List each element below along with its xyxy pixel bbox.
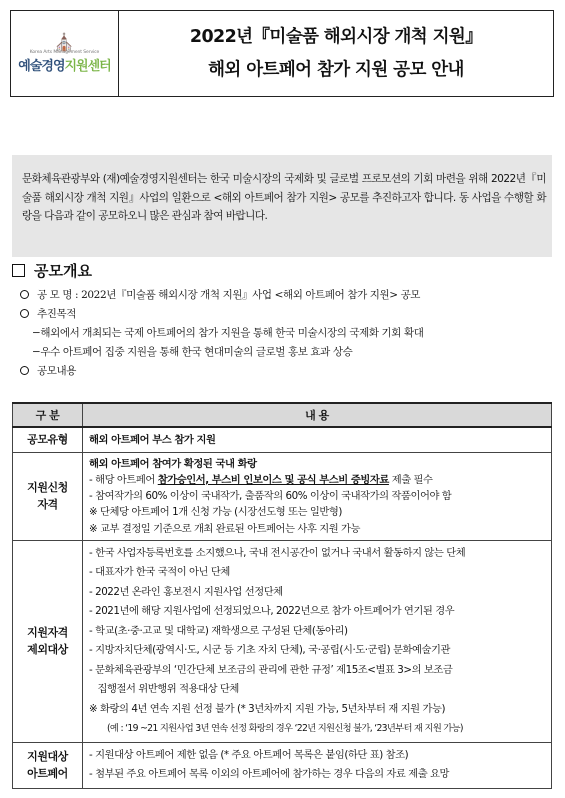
row-label-type: 공모유형: [13, 427, 83, 452]
overview-line: [20, 343, 555, 362]
header: [10, 10, 554, 97]
list-item: - 대표자가 한국 국적이 아닌 단체: [89, 566, 230, 579]
type-content: 해외 아트페어 부스 참가 지원: [89, 433, 216, 446]
qual-line-1: 해외 아트페어 참여가 확정된 국내 화랑: [89, 457, 257, 470]
qual-line-2: [89, 472, 546, 488]
title-line-1: 2022년『미술품 해외시장 개척 지원』: [189, 26, 483, 47]
overview-line-text: −해외에서 개최되는 국제 아트페어의 참가 지원을 통해 한국 미술시장의 국제화 기회 확대: [32, 327, 424, 339]
logo-name-part2: 지원센터: [64, 59, 111, 74]
qual-line-5: ※ 교부 결정일 기준으로 개최 완료된 아트페어는 사후 지원 가능: [89, 522, 361, 535]
exclusion-list: [89, 544, 546, 720]
overview-line: [20, 305, 555, 324]
target-line-1: - 지원대상 아트페어 제한 없음 (* 주요 아트페어 목록은 붙임(하단 표) 참조): [89, 748, 409, 761]
logo: [11, 11, 119, 96]
target-label-1: 지원대상: [27, 750, 68, 764]
qual-label-1: 지원신청: [27, 481, 68, 495]
table-row: [13, 742, 552, 788]
overview-list: [20, 286, 555, 381]
qual-label-2: 자격: [37, 498, 58, 512]
exclusion-note: (예 : ‘19 ~21 지원사업 3년 연속 선정 화랑의 경우 ‘22년 지원신청 불가, ‘23년부터 재 지원 가능): [107, 723, 463, 735]
excl-label-2: 제외대상: [27, 643, 68, 657]
qual-line-3: - 참여작가의 60% 이상이 국내작가, 출품작의 60% 이상이 국내작가의 작품이어야 함: [89, 490, 452, 503]
logo-mark-icon: ⛪: [53, 33, 76, 53]
circle-bullet-icon: [20, 366, 29, 375]
overview-line-text: −우수 아트페어 집중 지원을 통해 한국 현대미술의 글로벌 홍보 효과 상승: [32, 346, 353, 358]
row-content-qualification: [83, 452, 552, 540]
list-item: - 한국 사업자등록번호를 소지했으나, 국내 전시공간이 없거나 국내서 활동하지 않는 단체: [89, 546, 466, 559]
row-label-exclusion: [13, 540, 83, 742]
header-content: 내 용: [83, 403, 552, 427]
recruit-table: [12, 402, 552, 789]
overview-line-text: 공모내용: [37, 365, 76, 377]
overview-line: [20, 362, 555, 381]
table-row: [13, 540, 552, 742]
qual-line-2-pre: - 해당 아트페어: [89, 473, 158, 486]
list-item: - 지방자치단체(광역시·도, 시군 등 기초 자치 단체), 국·공립(시·도·군립) 문화예술기관: [89, 644, 450, 657]
list-item: - 2021년에 해당 지원사업에 선정되었으나, 2022년으로 참가 아트페어가 연기된 경우: [89, 605, 455, 618]
logo-name: [18, 55, 110, 74]
list-item: - 학교(초·중·고교 및 대학교) 재학생으로 구성된 단체(동아리): [89, 624, 348, 637]
square-bullet-icon: [12, 264, 25, 277]
logo-name-part1: 예술경영: [18, 59, 65, 74]
overview-line: [20, 324, 555, 343]
list-item: - 2022년 온라인 홍보전시 지원사업 선정단체: [89, 585, 283, 598]
list-item: ※ 화랑의 4년 연속 지원 선정 불가 (* 3년차까지 지원 가능, 5년차부터 재 지원 가능): [89, 702, 446, 715]
row-content-type: [83, 427, 552, 452]
qual-line-2-post: 제출 필수: [388, 473, 433, 486]
list-item: - 문화체육관광부의 ‘민간단체 보조금의 관리에 관한 규정’ 제15조<별표 3>의 보조금: [89, 663, 453, 676]
circle-bullet-icon: [20, 309, 29, 318]
section-title-text: 공모개요: [34, 262, 92, 280]
overview-line: [20, 286, 555, 305]
qual-line-2-underlined: 참가승인서, 부스비 인보이스 및 공식 부스비 증빙자료: [157, 473, 389, 486]
row-content-exclusion: [83, 540, 552, 742]
table-row: [13, 427, 552, 452]
intro-box: 문화체육관광부와 (재)예술경영지원센터는 한국 미술시장의 국제화 및 글로벌 프로모션의 기회 마련을 위해 2022년『미술품 해외시장 개척 지원』사업의 일환으로 <해외 아트페어 참가 지원> 공모를 추진하고자 합니다. 동 사업을 수행할 화랑을 다음과 같이 공모하오니 많은 관심과 참여 바랍니다.: [12, 155, 552, 257]
table-header-row: [13, 403, 552, 427]
overview-line-text: 공 모 명 : 2022년『미술품 해외시장 개척 지원』사업 <해외 아트페어 참가 지원> 공모: [37, 289, 421, 301]
list-item: 집행절서 위반행위 적용대상 단체: [89, 683, 239, 696]
row-label-target: [13, 742, 83, 788]
target-line-2: - 첨부된 주요 아트페어 목록 이외의 아트페어에 참가하는 경우 다음의 자료 제출 요망: [89, 768, 450, 781]
excl-label-1: 지원자격: [27, 626, 68, 640]
logo-subtitle: Korea Arts Management Service: [29, 50, 100, 55]
circle-bullet-icon: [20, 290, 29, 299]
table-row: [13, 452, 552, 540]
overview-line-text: 추진목적: [37, 308, 76, 320]
header-category: 구 분: [13, 403, 83, 427]
qual-line-4: ※ 단체당 아트페어 1개 신청 가능 (시장선도형 또는 일반형): [89, 506, 342, 519]
target-label-2: 아트페어: [27, 767, 68, 781]
row-label-qualification: [13, 452, 83, 540]
section-title: [12, 260, 92, 281]
row-content-target: [83, 742, 552, 788]
title-line-2: 해외 아트페어 참가 지원 공모 안내: [208, 59, 464, 80]
page-title: [119, 11, 553, 96]
